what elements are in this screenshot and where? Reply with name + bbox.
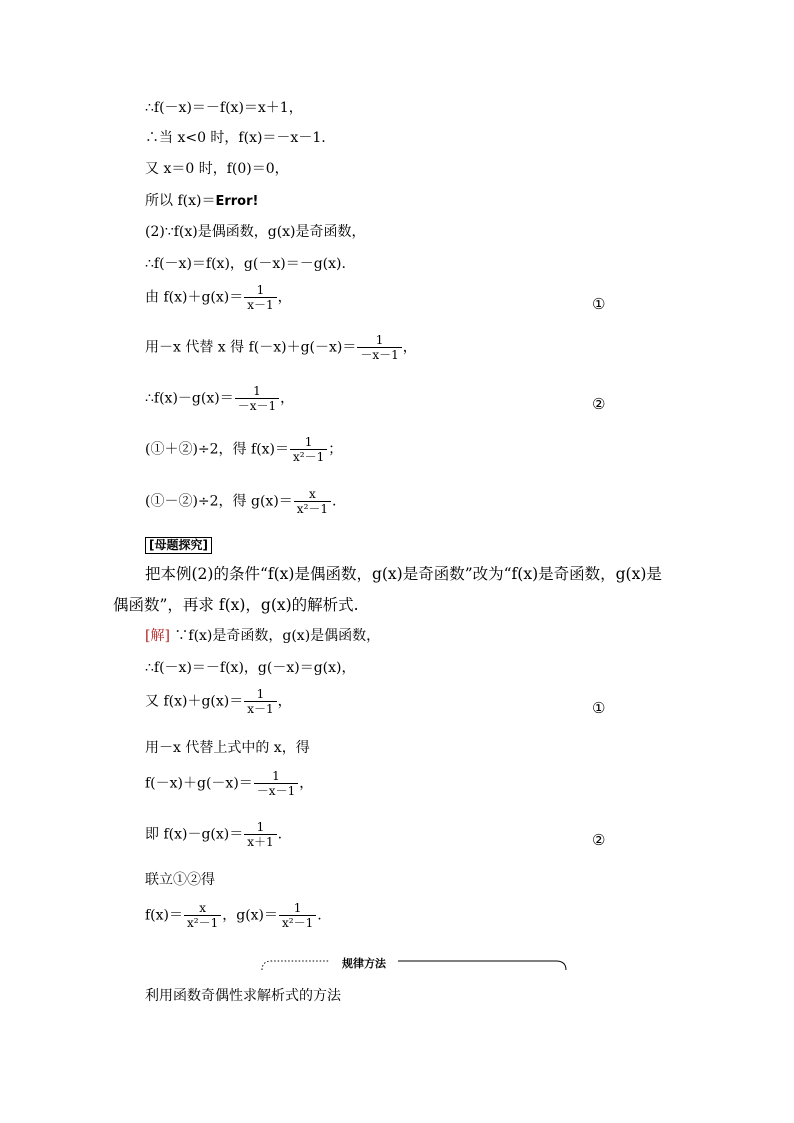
line-9 (145, 384, 294, 413)
numerator: 1 (253, 384, 261, 398)
solution-line-6 (145, 820, 282, 849)
solution-line-1 (145, 627, 380, 645)
line-3: 又 x＝0 时，f(0)＝0， (145, 161, 289, 177)
fraction (244, 283, 276, 312)
solution-line-7: 联立①②得 (145, 872, 215, 888)
denominator: x＋1 (244, 834, 276, 849)
line-10-prefix: (①＋②)÷2，得 f(x)＝ (145, 441, 290, 458)
denominator: x²－1 (290, 449, 327, 464)
solution-line-8 (145, 901, 322, 930)
banner-frame (260, 954, 568, 972)
numerator: 1 (256, 687, 265, 701)
numerator: 1 (256, 283, 265, 297)
solution-line-8-a: f(x)＝ (145, 907, 184, 924)
line-8 (145, 333, 417, 362)
fraction (244, 820, 276, 849)
denominator: x²－1 (294, 501, 331, 516)
solution-line-5-prefix: f(－x)＋g(－x)＝ (145, 775, 253, 792)
line-11-prefix: (①－②)÷2，得 g(x)＝ (145, 493, 293, 510)
equation-marker-1: ① (592, 295, 606, 313)
equation-marker-4: ② (592, 831, 606, 849)
equation-marker-2: ② (592, 395, 606, 413)
line-4-prefix: 所以 f(x)＝ (145, 193, 216, 209)
line-10 (145, 435, 342, 464)
numerator: 1 (304, 435, 313, 449)
numerator: 1 (272, 769, 280, 783)
line-5: (2)∵f(x)是偶函数，g(x)是奇函数， (145, 224, 366, 240)
fraction (290, 435, 327, 464)
solution-line-3-prefix: 又 f(x)＋g(x)＝ (145, 693, 244, 710)
denominator: x－1 (244, 701, 276, 716)
denominator: x－1 (244, 297, 276, 312)
line-11-suffix: . (332, 493, 337, 510)
fraction (254, 769, 298, 798)
line-8-suffix: ， (402, 339, 417, 356)
solution-line-5-suffix: ， (299, 775, 314, 792)
denominator: －x－1 (235, 398, 279, 413)
line-8-prefix: 用－x 代替 x 得 f(－x)＋g(－x)＝ (145, 339, 357, 356)
method-heading: 利用函数奇偶性求解析式的方法 (145, 988, 341, 1004)
banner-title: 规律方法 (342, 957, 386, 970)
solution-line-1-text: ∵f(x)是奇函数，g(x)是偶函数， (169, 628, 381, 644)
line-2: ∴当 x<0 时，f(x)＝－x－1. (145, 130, 326, 146)
solution-line-2: ∴f(－x)＝－f(x)，g(－x)＝g(x)， (145, 660, 356, 676)
numerator: x (309, 487, 316, 501)
solution-line-8-suffix: . (317, 907, 322, 924)
solution-label: [解] (145, 628, 170, 644)
fraction (244, 687, 276, 716)
error-text: Error! (215, 194, 259, 209)
denominator: －x－1 (357, 347, 401, 362)
paragraph-line-1: 把本例(2)的条件“f(x)是偶函数，g(x)是奇函数”改为“f(x)是奇函数，g(x)是 (145, 565, 662, 583)
section-tag: [母题探究] (145, 537, 212, 554)
line-4 (145, 192, 258, 211)
denominator: x²－1 (279, 915, 316, 930)
solution-line-8-mid: ，g(x)＝ (222, 907, 279, 924)
numerator: x (199, 901, 207, 915)
solution-line-5 (145, 769, 313, 798)
line-7-suffix: ， (277, 289, 292, 306)
line-1: ∴f(－x)＝－f(x)＝x＋1， (145, 100, 303, 116)
numerator: 1 (375, 333, 384, 347)
solution-line-3 (145, 687, 292, 716)
line-7-prefix: 由 f(x)＋g(x)＝ (145, 289, 244, 306)
numerator: 1 (256, 820, 265, 834)
line-9-prefix: ∴f(x)－g(x)＝ (145, 390, 234, 407)
paragraph-line-2: 偶函数”，再求 f(x)，g(x)的解析式. (113, 596, 359, 614)
solution-line-6-prefix: 即 f(x)－g(x)＝ (145, 826, 244, 843)
solution-line-3-suffix: ， (277, 693, 292, 710)
line-7 (145, 283, 292, 312)
solution-line-4: 用－x 代替上式中的 x，得 (145, 740, 310, 756)
line-10-suffix: ； (328, 441, 343, 458)
fraction (184, 901, 221, 930)
line-11 (145, 487, 336, 516)
line-6: ∴f(－x)＝f(x)，g(－x)＝－g(x). (145, 256, 346, 272)
equation-marker-3: ① (592, 699, 606, 717)
numerator: 1 (293, 901, 302, 915)
solution-line-6-suffix: . (277, 826, 283, 843)
denominator: －x－1 (254, 783, 298, 798)
line-9-suffix: ， (280, 390, 295, 407)
fraction (357, 333, 401, 362)
denominator: x²－1 (184, 915, 221, 930)
fraction (279, 901, 316, 930)
fraction (294, 487, 331, 516)
fraction (235, 384, 279, 413)
